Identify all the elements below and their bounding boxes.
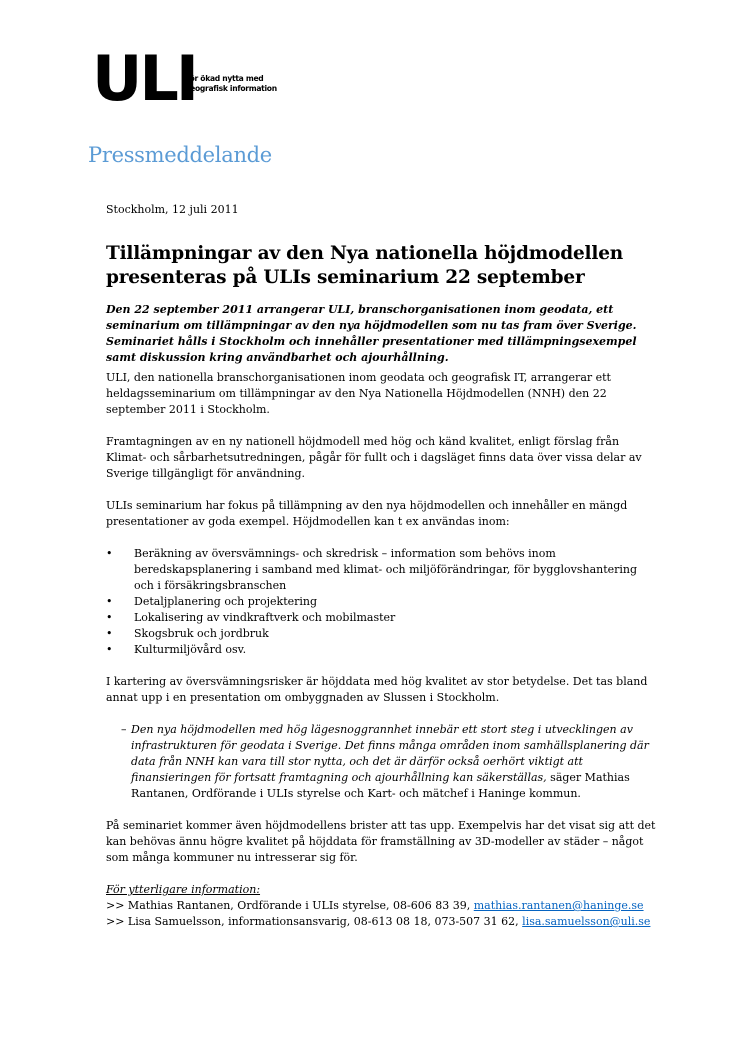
quote-dash: – <box>121 723 127 736</box>
contact-text: >> Mathias Rantanen, Ordförande i ULIs styrelse, 08-606 83 39, <box>106 899 474 912</box>
list-item-text: Skogsbruk och jordbruk <box>134 627 269 640</box>
dateline: Stockholm, 12 juli 2011 <box>106 203 239 216</box>
body-paragraph: På seminariet kommer även höjdmodellens brister att tas upp. Exempelvis har det visat sig att det kan behövas ännu högre kvalitet på höjddata för framställning av 3D-modeller av städer – något som många kommuner nu intresserar sig för. <box>106 819 656 864</box>
applications-list <box>106 546 658 658</box>
logo-tagline <box>185 74 305 94</box>
logo-tagline-line1: För ökad nytta med <box>185 74 264 83</box>
body-paragraph: ULI, den nationella branschorganisationen inom geodata och geografisk IT, arrangerar ett heldagsseminarium om tillämpningar av den Nya Nationella Höjdmodellen (NNH) den 22 september 2011 i Stockholm. <box>106 371 611 416</box>
list-item <box>106 626 658 642</box>
bullet-icon: • <box>106 627 113 640</box>
list-item-text: Detaljplanering och projektering <box>134 595 318 608</box>
bullet-icon: • <box>106 643 113 656</box>
list-item-text: Kulturmiljövård osv. <box>134 643 247 656</box>
list-item <box>106 642 658 658</box>
bullet-icon: • <box>106 595 113 608</box>
logo-tagline-line2: geografisk information <box>185 84 277 93</box>
logo-wordmark: ULI <box>92 42 196 115</box>
contact-section <box>106 882 658 930</box>
press-release-body <box>106 242 658 930</box>
more-info-heading: För ytterligare information: <box>106 883 261 896</box>
bullet-icon: • <box>106 547 113 560</box>
email-link[interactable]: lisa.samuelsson@uli.se <box>522 915 651 928</box>
body-paragraph: Framtagningen av en ny nationell höjdmodell med hög och känd kvalitet, enligt förslag från Klimat- och sårbarhetsutredningen, pågår för fullt och i dagsläget finns data över vissa delar av Sverige tillgängligt för användning. <box>106 435 642 480</box>
contact-text: >> Lisa Samuelsson, informationsansvarig, 08-613 08 18, 073-507 31 62, <box>106 915 523 928</box>
contact-line <box>106 898 658 914</box>
list-item <box>106 610 658 626</box>
headline: Tillämpningar av den Nya nationella höjdmodellen presenteras på ULIs seminarium 22 september <box>106 243 624 288</box>
list-item-text: Beräkning av översvämnings- och skredrisk – information som behövs inom beredskapsplanering i samband med klimat- och miljöförändringar, för bygglovshantering och i försäkringsbranschen <box>134 547 638 592</box>
list-item-text: Lokalisering av vindkraftverk och mobilmaster <box>134 611 396 624</box>
bullet-icon: • <box>106 611 113 624</box>
document-type-heading: Pressmeddelande <box>88 143 272 167</box>
quote-attribution: säger Mathias Rantanen, Ordförande i ULIs styrelse och Kart- och mätchef i Haninge kommun. <box>131 771 630 800</box>
contact-line <box>106 914 658 930</box>
lead-paragraph: Den 22 september 2011 arrangerar ULI, branschorganisationen inom geodata, ett seminarium om tillämpningar av den nya höjdmodellen som nu tas fram över Sverige. Seminariet hålls i Stockholm och innehåller presentationer med tillämpningsexempel samt diskussion kring användbarhet och ajourhållning. <box>106 303 637 364</box>
list-item <box>106 546 658 594</box>
body-paragraph: ULIs seminarium har fokus på tillämpning av den nya höjdmodellen och innehåller en mängd presentationer av goda exempel. Höjdmodellen kan t ex användas inom: <box>106 499 628 528</box>
body-paragraph: I kartering av översvämningsrisker är höjddata med hög kvalitet av stor betydelse. Det tas bland annat upp i en presentation om ombyggnaden av Slussen i Stockholm. <box>106 675 648 704</box>
quote-block <box>106 722 658 802</box>
list-item <box>106 594 658 610</box>
quote-text: Den nya höjdmodellen med hög lägesnoggrannhet innebär ett stort steg i utvecklingen av infrastrukturen för geodata i Sverige. Det finns många områden inom samhällsplanering där data från NNH kan vara till stor nytta, och det är därför också oerhört viktigt att finansieringen för fortsatt framtagning och ajourhållning kan säkerställas, <box>131 723 649 784</box>
email-link[interactable]: mathias.rantanen@haninge.se <box>473 899 644 912</box>
